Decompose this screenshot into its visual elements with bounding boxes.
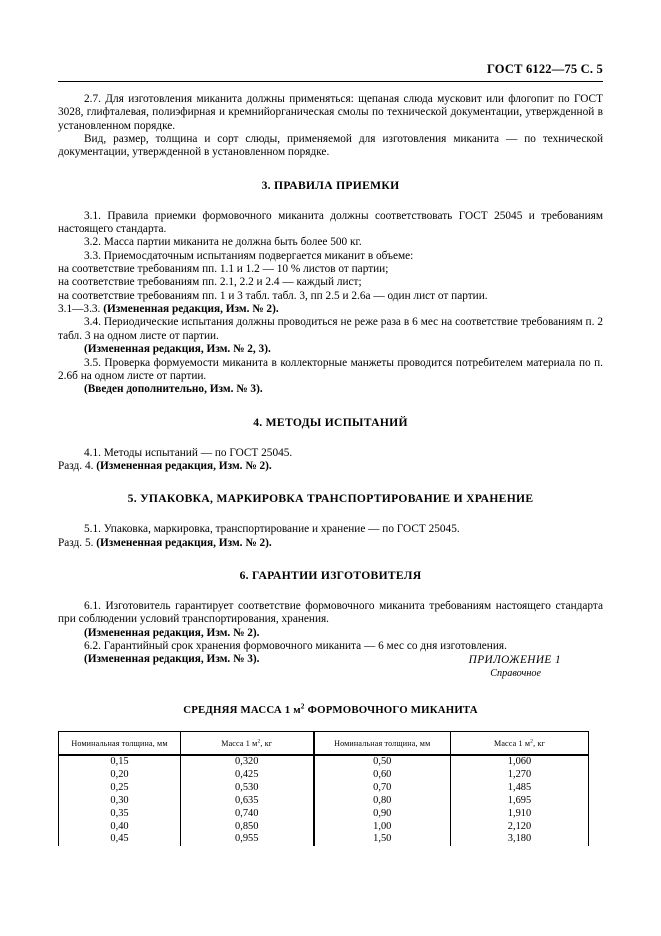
table-row	[59, 821, 589, 834]
column-header-superscript: 2	[530, 737, 534, 744]
table-caption-pre: СРЕДНЯЯ МАССА 1 м	[183, 704, 301, 716]
column-header-thickness-2	[314, 732, 451, 756]
cell-mass-2: 1,695	[451, 795, 589, 808]
table-row	[59, 808, 589, 821]
paragraph-5-1: 5.1. Упаковка, маркировка, транспортирование и хранение — по ГОСТ 25045.	[84, 523, 460, 536]
table-header-row	[59, 732, 589, 756]
note-ref: Разд. 4.	[58, 459, 97, 472]
cell-mass-1: 0,530	[181, 782, 314, 795]
note-text: (Измененная редакция, Изм. № 2).	[103, 303, 279, 316]
cell-mass-2: 2,120	[451, 821, 589, 834]
cell-mass-2: 3,180	[451, 833, 589, 846]
mass-table	[58, 731, 589, 846]
cell-mass-2: 1,485	[451, 782, 589, 795]
paragraph-3-4: 3.4. Периодические испытания должны проводиться не реже раза в 6 мес на соответствие требованиям п. 2 табл. 3 на одном листе от партии.	[58, 316, 603, 342]
appendix-block	[58, 654, 603, 679]
column-header-mass-2	[451, 732, 589, 756]
cell-thickness-2: 0,60	[314, 769, 451, 782]
table-caption	[58, 701, 603, 716]
cell-thickness-2: 0,50	[314, 755, 451, 769]
table-row	[59, 769, 589, 782]
note-razd-4	[58, 460, 603, 473]
section-heading-5: 5. УПАКОВКА, МАРКИРОВКА ТРАНСПОРТИРОВАНИЕ И ХРАНЕНИЕ	[127, 492, 534, 506]
paragraph-3-3-item-c: на соответствие требованиям пп. 1 и 3 табл. табл. 3, пп 2.5 и 2.6а — один лист от партии.	[58, 289, 488, 302]
column-header-text-post: , кг	[260, 738, 273, 748]
spacer	[58, 473, 603, 492]
note-razd-5	[58, 537, 603, 550]
table-row	[59, 833, 589, 846]
spacer	[58, 160, 603, 179]
paragraph-4-1: 4.1. Методы испытаний — по ГОСТ 25045.	[84, 446, 293, 459]
header-rule	[58, 81, 603, 82]
paragraph-3-3-item-a: на соответствие требованиям пп. 1.1 и 1.2 — 10 % листов от партии;	[58, 263, 389, 276]
note-6-1: (Измененная редакция, Изм. № 2).	[84, 626, 260, 639]
column-header-text: Масса 1 м	[221, 738, 258, 748]
paragraph-3-2: 3.2. Масса партии миканита не должна быть более 500 кг.	[84, 236, 362, 249]
cell-thickness-1: 0,25	[59, 782, 181, 795]
appendix-subtitle: Справочное	[490, 668, 541, 679]
cell-mass-1: 0,955	[181, 833, 314, 846]
cell-mass-1: 0,740	[181, 808, 314, 821]
column-header-thickness-1	[59, 732, 181, 756]
note-3-4: (Измененная редакция, Изм. № 2, 3).	[84, 343, 271, 356]
column-header-mass-1	[181, 732, 314, 756]
table-row	[59, 782, 589, 795]
cell-mass-1: 0,850	[181, 821, 314, 834]
table-body	[59, 755, 589, 846]
note-text: (Измененная редакция, Изм. № 2).	[96, 459, 272, 472]
column-header-text: Номинальная толщина, мм	[71, 738, 168, 748]
paragraph-6-1: 6.1. Изготовитель гарантирует соответствие формовочного миканита требованиям настоящего стандарта при соблюдении условий транспортирования, хранения.	[58, 599, 603, 626]
paragraph-3-5: 3.5. Проверка формуемости миканита в коллекторные манжеты проводится потребителем материала по п. 2.6б на одном листе от партии.	[58, 356, 603, 382]
column-header-superscript: 2	[257, 737, 261, 744]
cell-thickness-1: 0,20	[59, 769, 181, 782]
paragraph-6-2: 6.2. Гарантийный срок хранения формовочного миканита — 6 мес со дня изготовления.	[84, 639, 507, 652]
cell-thickness-1: 0,30	[59, 795, 181, 808]
spacer	[58, 429, 603, 447]
section-heading-6: 6. ГАРАНТИИ ИЗГОТОВИТЕЛЯ	[239, 568, 422, 582]
cell-thickness-1: 0,15	[59, 755, 181, 769]
paragraph-3-1: 3.1. Правила приемки формовочного миканита должны соответствовать ГОСТ 25045 и требованиям настоящего стандарта.	[58, 209, 603, 236]
note-ref: 3.1—3.3.	[58, 303, 104, 316]
table-caption-superscript: 2	[300, 701, 305, 711]
cell-mass-1: 0,635	[181, 795, 314, 808]
cell-thickness-2: 0,90	[314, 808, 451, 821]
paragraph-vid: Вид, размер, толщина и сорт слюды, применяемой для изготовления миканита — по технической документации, утвержденной в установленном порядке.	[58, 133, 603, 159]
paragraph-2-7: 2.7. Для изготовления миканита должны применяться: щепаная слюда мусковит или флогопит по ГОСТ 3028, глифталевая, полиэфирная и кремнийорганическая смолы по технической документации, утвержденной в установленном порядке.	[58, 93, 603, 132]
column-header-text: Масса 1 м	[493, 738, 531, 748]
cell-thickness-1: 0,35	[59, 808, 181, 821]
cell-mass-2: 1,270	[451, 769, 589, 782]
table-head	[59, 732, 589, 756]
mass-table-wrapper	[58, 731, 588, 846]
note-3-5: (Введен дополнительно, Изм. № 3).	[84, 383, 263, 396]
spacer	[58, 192, 603, 210]
cell-mass-2: 1,910	[451, 808, 589, 821]
table-row	[59, 755, 589, 769]
cell-mass-1: 0,320	[181, 755, 314, 769]
note-3-1-3-3	[58, 303, 603, 316]
spacer	[58, 550, 603, 569]
running-header: ГОСТ 6122—75 С. 5	[486, 62, 603, 76]
table-caption-post: ФОРМОВОЧНОГО МИКАНИТА	[304, 704, 478, 716]
section-heading-4: 4. МЕТОДЫ ИСПЫТАНИЙ	[253, 415, 408, 429]
cell-thickness-1: 0,45	[59, 833, 181, 846]
paragraph-3-3-item-b: на соответствие требованиям пп. 2.1, 2.2 и 2.4 — каждый лист;	[58, 276, 362, 289]
note-text: (Измененная редакция, Изм. № 2).	[96, 536, 272, 549]
cell-thickness-2: 1,50	[314, 833, 451, 846]
cell-thickness-2: 0,70	[314, 782, 451, 795]
cell-mass-1: 0,425	[181, 769, 314, 782]
cell-thickness-1: 0,40	[59, 821, 181, 834]
spacer	[58, 582, 603, 600]
spacer	[58, 505, 603, 523]
spacer	[58, 397, 603, 416]
appendix-title: ПРИЛОЖЕНИЕ 1	[468, 654, 561, 666]
cell-thickness-2: 0,80	[314, 795, 451, 808]
column-header-text-post: , кг	[533, 738, 546, 748]
cell-mass-2: 1,060	[451, 755, 589, 769]
paragraph-3-3: 3.3. Приемосдаточным испытаниям подвергается миканит в объеме:	[84, 249, 414, 262]
column-header-text: Номинальная толщина, мм	[334, 738, 431, 748]
cell-thickness-2: 1,00	[314, 821, 451, 834]
section-heading-3: 3. ПРАВИЛА ПРИЕМКИ	[261, 178, 400, 192]
document-body	[58, 93, 603, 667]
note-ref: Разд. 5.	[58, 536, 97, 549]
note-6-2: (Измененная редакция, Изм. № 3).	[84, 653, 260, 666]
table-row	[59, 795, 589, 808]
